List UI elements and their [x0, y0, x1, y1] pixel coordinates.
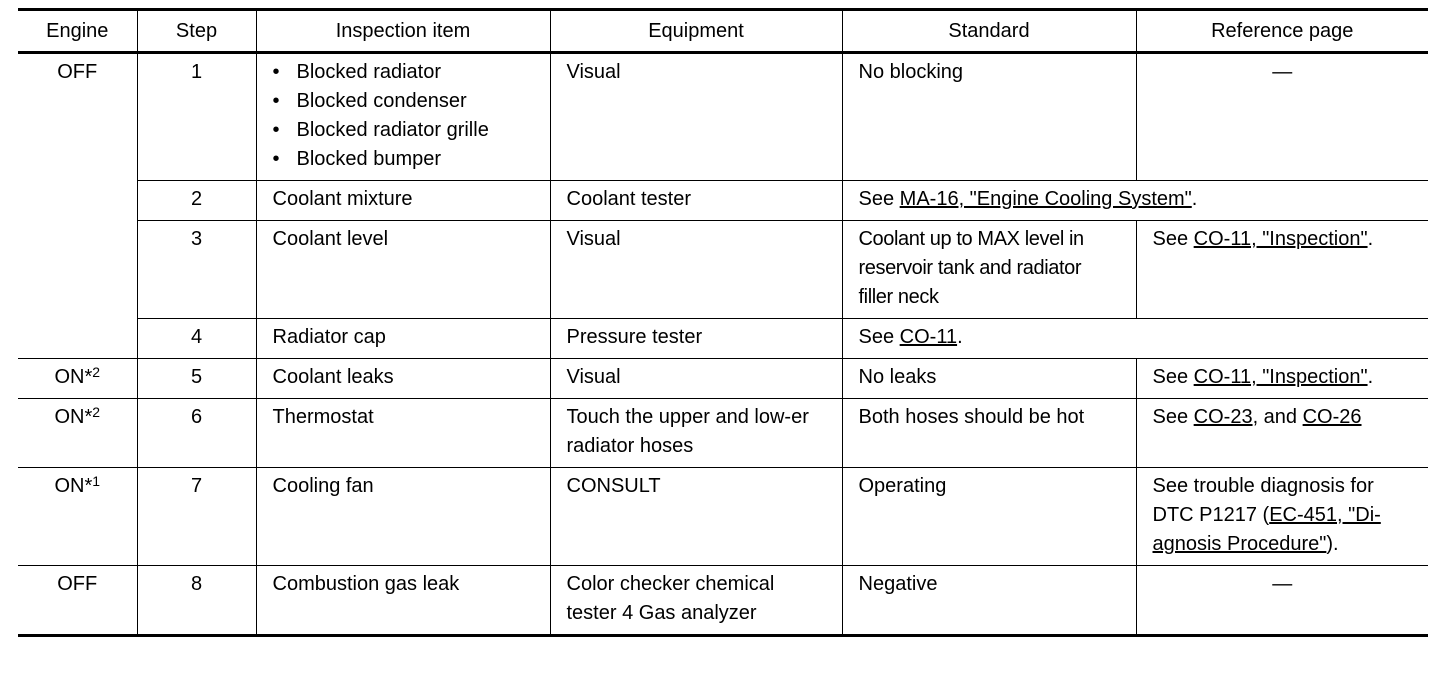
engine-cell — [18, 399, 137, 468]
inspection-item-cell: Thermostat — [256, 399, 550, 468]
engine-state: OFF — [57, 573, 98, 595]
reference-text: . — [1367, 366, 1374, 388]
table-row — [18, 468, 1428, 566]
inspection-item-cell: Coolant mixture — [256, 181, 550, 221]
step-cell: 4 — [137, 319, 256, 359]
standard-cell: Both hoses should be hot — [842, 399, 1136, 468]
header-equipment: Equipment — [550, 10, 842, 53]
header-standard: Standard — [842, 10, 1136, 53]
standard-cell: Operating — [842, 468, 1136, 566]
standard-cell: Coolant up to MAX level in reservoir tank and radiator filler neck — [842, 221, 1136, 319]
reference-link[interactable]: CO-11, "Inspection" — [1193, 228, 1368, 250]
engine-cell — [18, 566, 137, 636]
reference-link[interactable]: CO-11 — [899, 326, 958, 348]
reference-text: See — [1152, 406, 1194, 428]
standard-text: . — [957, 326, 963, 348]
step-cell: 3 — [137, 221, 256, 319]
header-reference-page: Reference page — [1136, 10, 1428, 53]
inspection-item-list — [273, 58, 534, 174]
standard-cell — [842, 181, 1428, 221]
engine-cell — [18, 359, 137, 399]
standard-cell: No blocking — [842, 53, 1136, 181]
equipment-cell: Visual — [550, 53, 842, 181]
header-inspection-item: Inspection item — [256, 10, 550, 53]
table-row — [18, 399, 1428, 468]
step-cell: 7 — [137, 468, 256, 566]
standard-text: See — [858, 326, 900, 348]
header-step: Step — [137, 10, 256, 53]
inspection-item-cell — [256, 53, 550, 181]
step-cell: 1 — [137, 53, 256, 181]
table-row — [18, 319, 1428, 359]
header-engine: Engine — [18, 10, 137, 53]
step-cell: 5 — [137, 359, 256, 399]
equipment-cell: Visual — [550, 359, 842, 399]
engine-state: ON* — [54, 366, 93, 388]
table-row — [18, 566, 1428, 636]
reference-cell: — — [1136, 566, 1428, 636]
inspection-item-cell: Combustion gas leak — [256, 566, 550, 636]
engine-cell — [18, 468, 137, 566]
footnote-marker: 2 — [92, 404, 101, 420]
table-row — [18, 53, 1428, 181]
standard-text: . — [1191, 188, 1198, 210]
reference-link[interactable]: CO-11, "Inspection" — [1193, 366, 1368, 388]
step-cell: 6 — [137, 399, 256, 468]
reference-text: See — [1152, 228, 1194, 250]
list-item: • Blocked radiator — [273, 58, 534, 87]
reference-cell — [1136, 359, 1428, 399]
reference-cell — [1136, 399, 1428, 468]
reference-text: See trouble diagnosis for DTC P1217 ( — [1152, 475, 1374, 526]
table-row — [18, 181, 1428, 221]
equipment-cell: Visual — [550, 221, 842, 319]
standard-cell: Negative — [842, 566, 1136, 636]
table-row — [18, 221, 1428, 319]
step-cell: 2 — [137, 181, 256, 221]
step-cell: 8 — [137, 566, 256, 636]
reference-text: ). — [1326, 533, 1339, 555]
reference-link[interactable]: CO-26 — [1302, 406, 1362, 428]
header-row — [18, 10, 1428, 53]
equipment-cell: Color checker chemical tester 4 Gas analyzer — [550, 566, 842, 636]
reference-text: , and — [1252, 406, 1303, 428]
standard-cell — [842, 319, 1428, 359]
reference-cell: — — [1136, 53, 1428, 181]
equipment-cell: CONSULT — [550, 468, 842, 566]
reference-text: . — [1367, 228, 1374, 250]
equipment-cell: Coolant tester — [550, 181, 842, 221]
list-item: • Blocked condenser — [273, 87, 534, 116]
engine-state: ON* — [54, 406, 93, 428]
footnote-marker: 2 — [92, 364, 101, 380]
engine-state: ON* — [54, 475, 93, 497]
equipment-cell: Pressure tester — [550, 319, 842, 359]
reference-cell — [1136, 221, 1428, 319]
inspection-item-cell: Coolant level — [256, 221, 550, 319]
reference-link[interactable]: EC-451, "Di-agnosis Procedure" — [1152, 504, 1381, 555]
inspection-table — [18, 8, 1428, 637]
engine-state: OFF — [57, 61, 98, 83]
reference-cell — [1136, 468, 1428, 566]
reference-text: See — [1152, 366, 1194, 388]
inspection-item-cell: Radiator cap — [256, 319, 550, 359]
reference-link[interactable]: MA-16, "Engine Cooling System" — [899, 188, 1192, 210]
standard-text: See — [858, 188, 900, 210]
footnote-marker: 1 — [92, 473, 101, 489]
engine-cell — [18, 53, 137, 359]
reference-link[interactable]: CO-23 — [1193, 406, 1253, 428]
inspection-item-cell: Coolant leaks — [256, 359, 550, 399]
list-item: • Blocked radiator grille — [273, 116, 534, 145]
standard-cell: No leaks — [842, 359, 1136, 399]
inspection-item-cell: Cooling fan — [256, 468, 550, 566]
list-item: • Blocked bumper — [273, 145, 534, 174]
table-row — [18, 359, 1428, 399]
equipment-cell: Touch the upper and low-er radiator hoses — [550, 399, 842, 468]
